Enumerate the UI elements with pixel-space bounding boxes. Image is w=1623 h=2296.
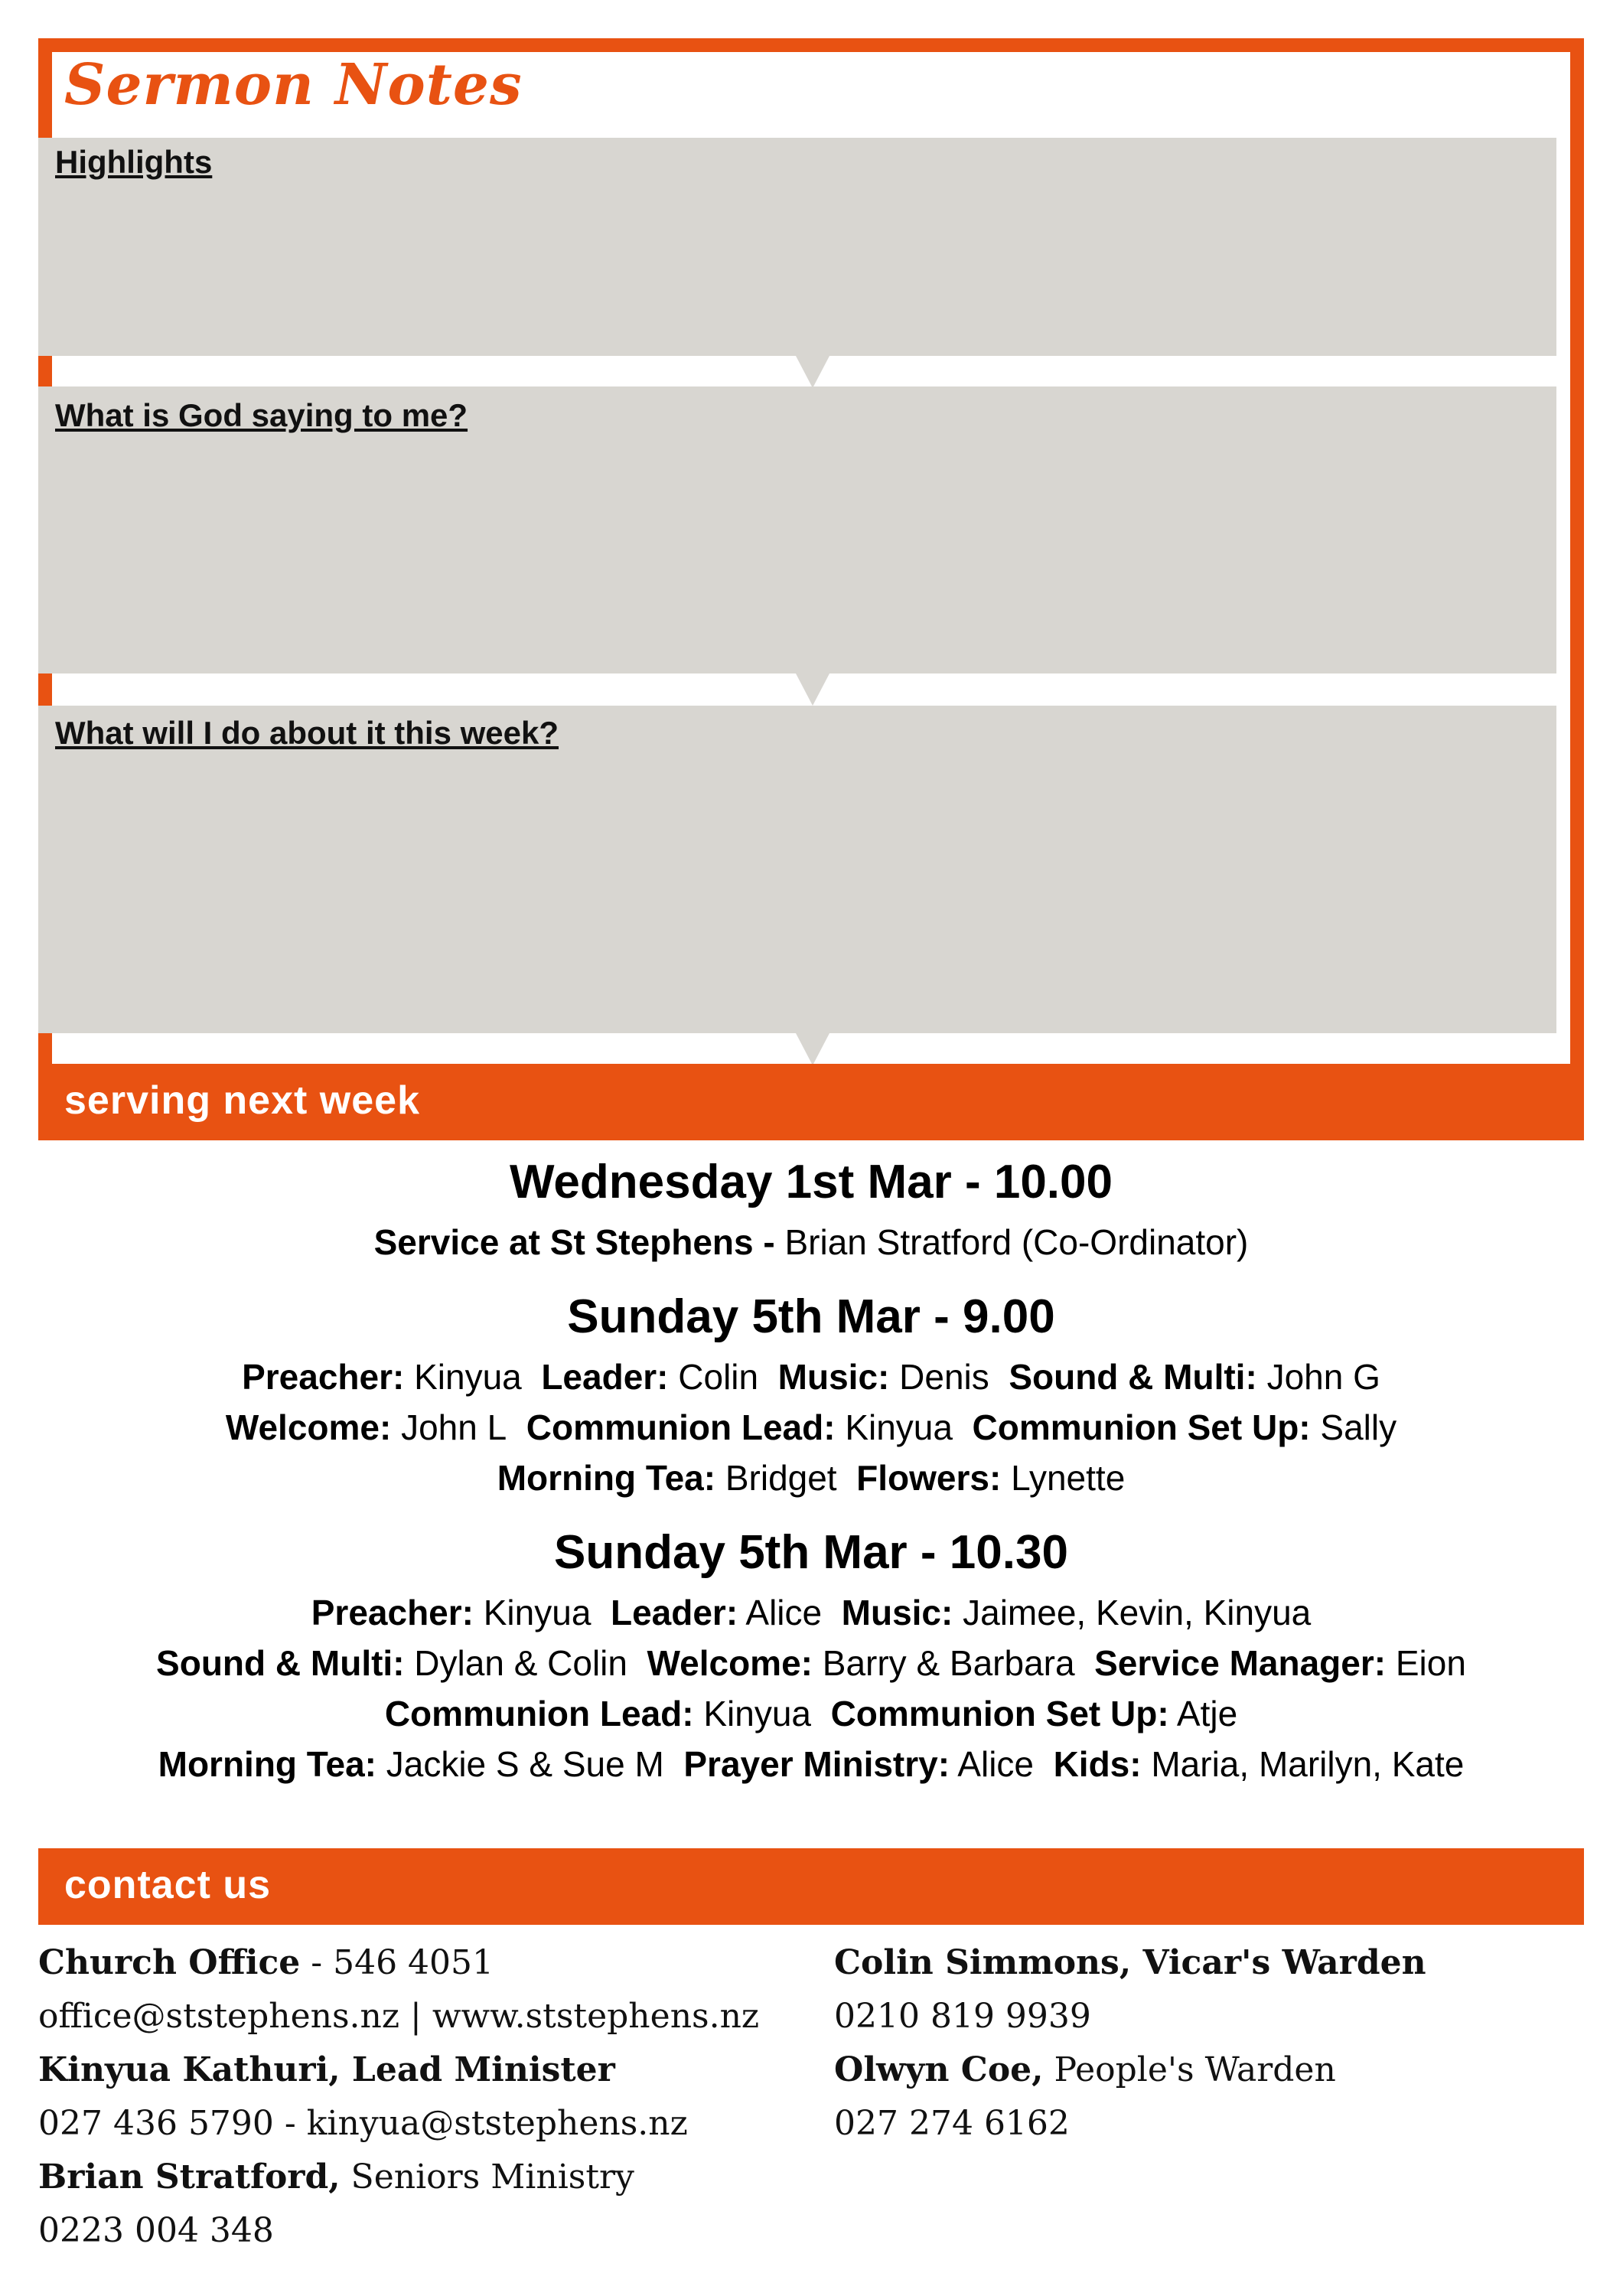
roster-role: Leader: bbox=[610, 1593, 738, 1632]
event-roster-line bbox=[38, 1739, 1584, 1789]
roster-role: Music: bbox=[777, 1357, 890, 1397]
event-roster-line bbox=[38, 1587, 1584, 1638]
contact-detail: 0210 819 9939 bbox=[834, 1997, 1091, 2036]
roster-name: Kinyua bbox=[693, 1694, 812, 1733]
event-roster-line bbox=[38, 1402, 1584, 1453]
contact-detail: - 546 4051 bbox=[300, 1943, 494, 1982]
contact-name: Church Office bbox=[38, 1943, 301, 1982]
roster-name: John G bbox=[1256, 1357, 1380, 1397]
contact-detail: 027 274 6162 bbox=[834, 2104, 1070, 2143]
roster-name: Alice bbox=[950, 1744, 1035, 1784]
roster-name: Eion bbox=[1386, 1643, 1466, 1683]
roster-role: Sound & Multi: bbox=[156, 1643, 405, 1683]
contact-name: Colin Simmons, Vicar's Warden bbox=[834, 1943, 1426, 1982]
notes-pointer bbox=[796, 356, 829, 388]
event-roster-line bbox=[38, 1217, 1584, 1267]
contact-line bbox=[38, 1990, 759, 2043]
roster-role: Service Manager: bbox=[1094, 1643, 1387, 1683]
roster-role: Communion Lead: bbox=[526, 1407, 836, 1447]
roster-name: Sally bbox=[1310, 1407, 1397, 1447]
roster-name: Kinyua bbox=[473, 1593, 592, 1632]
roster-role: Leader: bbox=[541, 1357, 669, 1397]
roster-name: Dylan & Colin bbox=[404, 1643, 627, 1683]
notes-box-god-saying[interactable] bbox=[38, 386, 1556, 673]
roster-name: Colin bbox=[668, 1357, 759, 1397]
roster-role: Morning Tea: bbox=[158, 1744, 376, 1784]
serving-schedule bbox=[38, 1148, 1584, 1805]
contact-line bbox=[834, 2097, 1426, 2151]
roster-role: Welcome: bbox=[225, 1407, 392, 1447]
roster-role: Sound & Multi: bbox=[1009, 1357, 1257, 1397]
contact-line bbox=[38, 2043, 759, 2097]
contact-detail: 0223 004 348 bbox=[38, 2211, 274, 2250]
roster-role: Welcome: bbox=[647, 1643, 813, 1683]
contact-detail: People's Warden bbox=[1043, 2050, 1336, 2089]
notes-pointer bbox=[796, 1033, 829, 1065]
contact-detail: Seniors Ministry bbox=[340, 2157, 634, 2197]
contact-line bbox=[38, 2204, 759, 2258]
contacts-right-column bbox=[834, 1936, 1426, 2151]
roster-name: Atje bbox=[1168, 1694, 1238, 1733]
roster-role: Music: bbox=[841, 1593, 953, 1632]
roster-role: Prayer Ministry: bbox=[683, 1744, 950, 1784]
roster-name: Kinyua bbox=[404, 1357, 522, 1397]
contact-name: Olwyn Coe, bbox=[834, 2050, 1044, 2089]
sermon-notes-title: Sermon Notes bbox=[64, 52, 523, 118]
contact-detail: office@ststephens.nz | www.ststephens.nz bbox=[38, 1997, 760, 2036]
roster-role: Flowers: bbox=[856, 1458, 1002, 1498]
notes-box-action[interactable] bbox=[38, 706, 1556, 1033]
contact-name: Kinyua Kathuri, Lead Minister bbox=[38, 2050, 615, 2089]
event-block bbox=[38, 1148, 1584, 1267]
contact-us-label: contact us bbox=[64, 1863, 272, 1907]
notes-heading-god-saying: What is God saying to me? bbox=[55, 397, 468, 433]
contact-us-band bbox=[38, 1848, 1584, 1925]
roster-role: Communion Lead: bbox=[384, 1694, 694, 1733]
roster-role: Kids: bbox=[1053, 1744, 1142, 1784]
roster-name: Kinyua bbox=[835, 1407, 953, 1447]
roster-role: Communion Set Up: bbox=[830, 1694, 1169, 1733]
contact-line bbox=[834, 1990, 1426, 2043]
roster-name: Brian Stratford (Co-Ordinator) bbox=[774, 1222, 1249, 1262]
roster-name: Alice bbox=[738, 1593, 823, 1632]
event-title: Wednesday 1st Mar - 10.00 bbox=[510, 1156, 1113, 1208]
contact-detail: 027 436 5790 - kinyua@ststephens.nz bbox=[38, 2104, 688, 2143]
notes-pointer bbox=[796, 673, 829, 706]
roster-name: Bridget bbox=[715, 1458, 837, 1498]
event-roster-line bbox=[38, 1688, 1584, 1739]
roster-name: John L bbox=[391, 1407, 507, 1447]
notes-box-highlights[interactable] bbox=[38, 138, 1556, 356]
event-roster-line bbox=[38, 1352, 1584, 1402]
roster-role: Preacher: bbox=[311, 1593, 474, 1632]
roster-role: Preacher: bbox=[242, 1357, 405, 1397]
contact-line bbox=[834, 1936, 1426, 1990]
contact-line bbox=[38, 2097, 759, 2151]
roster-role: Communion Set Up: bbox=[972, 1407, 1311, 1447]
notes-heading-action: What will I do about it this week? bbox=[55, 715, 559, 751]
serving-next-week-band bbox=[38, 1064, 1584, 1140]
contact-line bbox=[38, 1936, 759, 1990]
contact-name: Brian Stratford, bbox=[38, 2157, 341, 2197]
event-roster-line bbox=[38, 1453, 1584, 1503]
contact-line bbox=[38, 2151, 759, 2204]
contacts-left-column bbox=[38, 1936, 759, 2258]
event-title: Sunday 5th Mar - 9.00 bbox=[567, 1290, 1055, 1343]
serving-next-week-label: serving next week bbox=[64, 1078, 420, 1123]
roster-role: Morning Tea: bbox=[497, 1458, 716, 1498]
roster-name: Jackie S & Sue M bbox=[376, 1744, 664, 1784]
roster-name: Lynette bbox=[1001, 1458, 1126, 1498]
notes-heading-highlights: Highlights bbox=[55, 144, 213, 180]
event-roster-line bbox=[38, 1638, 1584, 1688]
event-block bbox=[38, 1283, 1584, 1503]
event-title: Sunday 5th Mar - 10.30 bbox=[554, 1526, 1068, 1579]
roster-role: Service at St Stephens - bbox=[373, 1222, 775, 1262]
event-block bbox=[38, 1518, 1584, 1789]
roster-name: Jaimee, Kevin, Kinyua bbox=[953, 1593, 1312, 1632]
roster-name: Denis bbox=[889, 1357, 989, 1397]
roster-name: Barry & Barbara bbox=[812, 1643, 1075, 1683]
roster-name: Maria, Marilyn, Kate bbox=[1141, 1744, 1465, 1784]
contact-line bbox=[834, 2043, 1426, 2097]
